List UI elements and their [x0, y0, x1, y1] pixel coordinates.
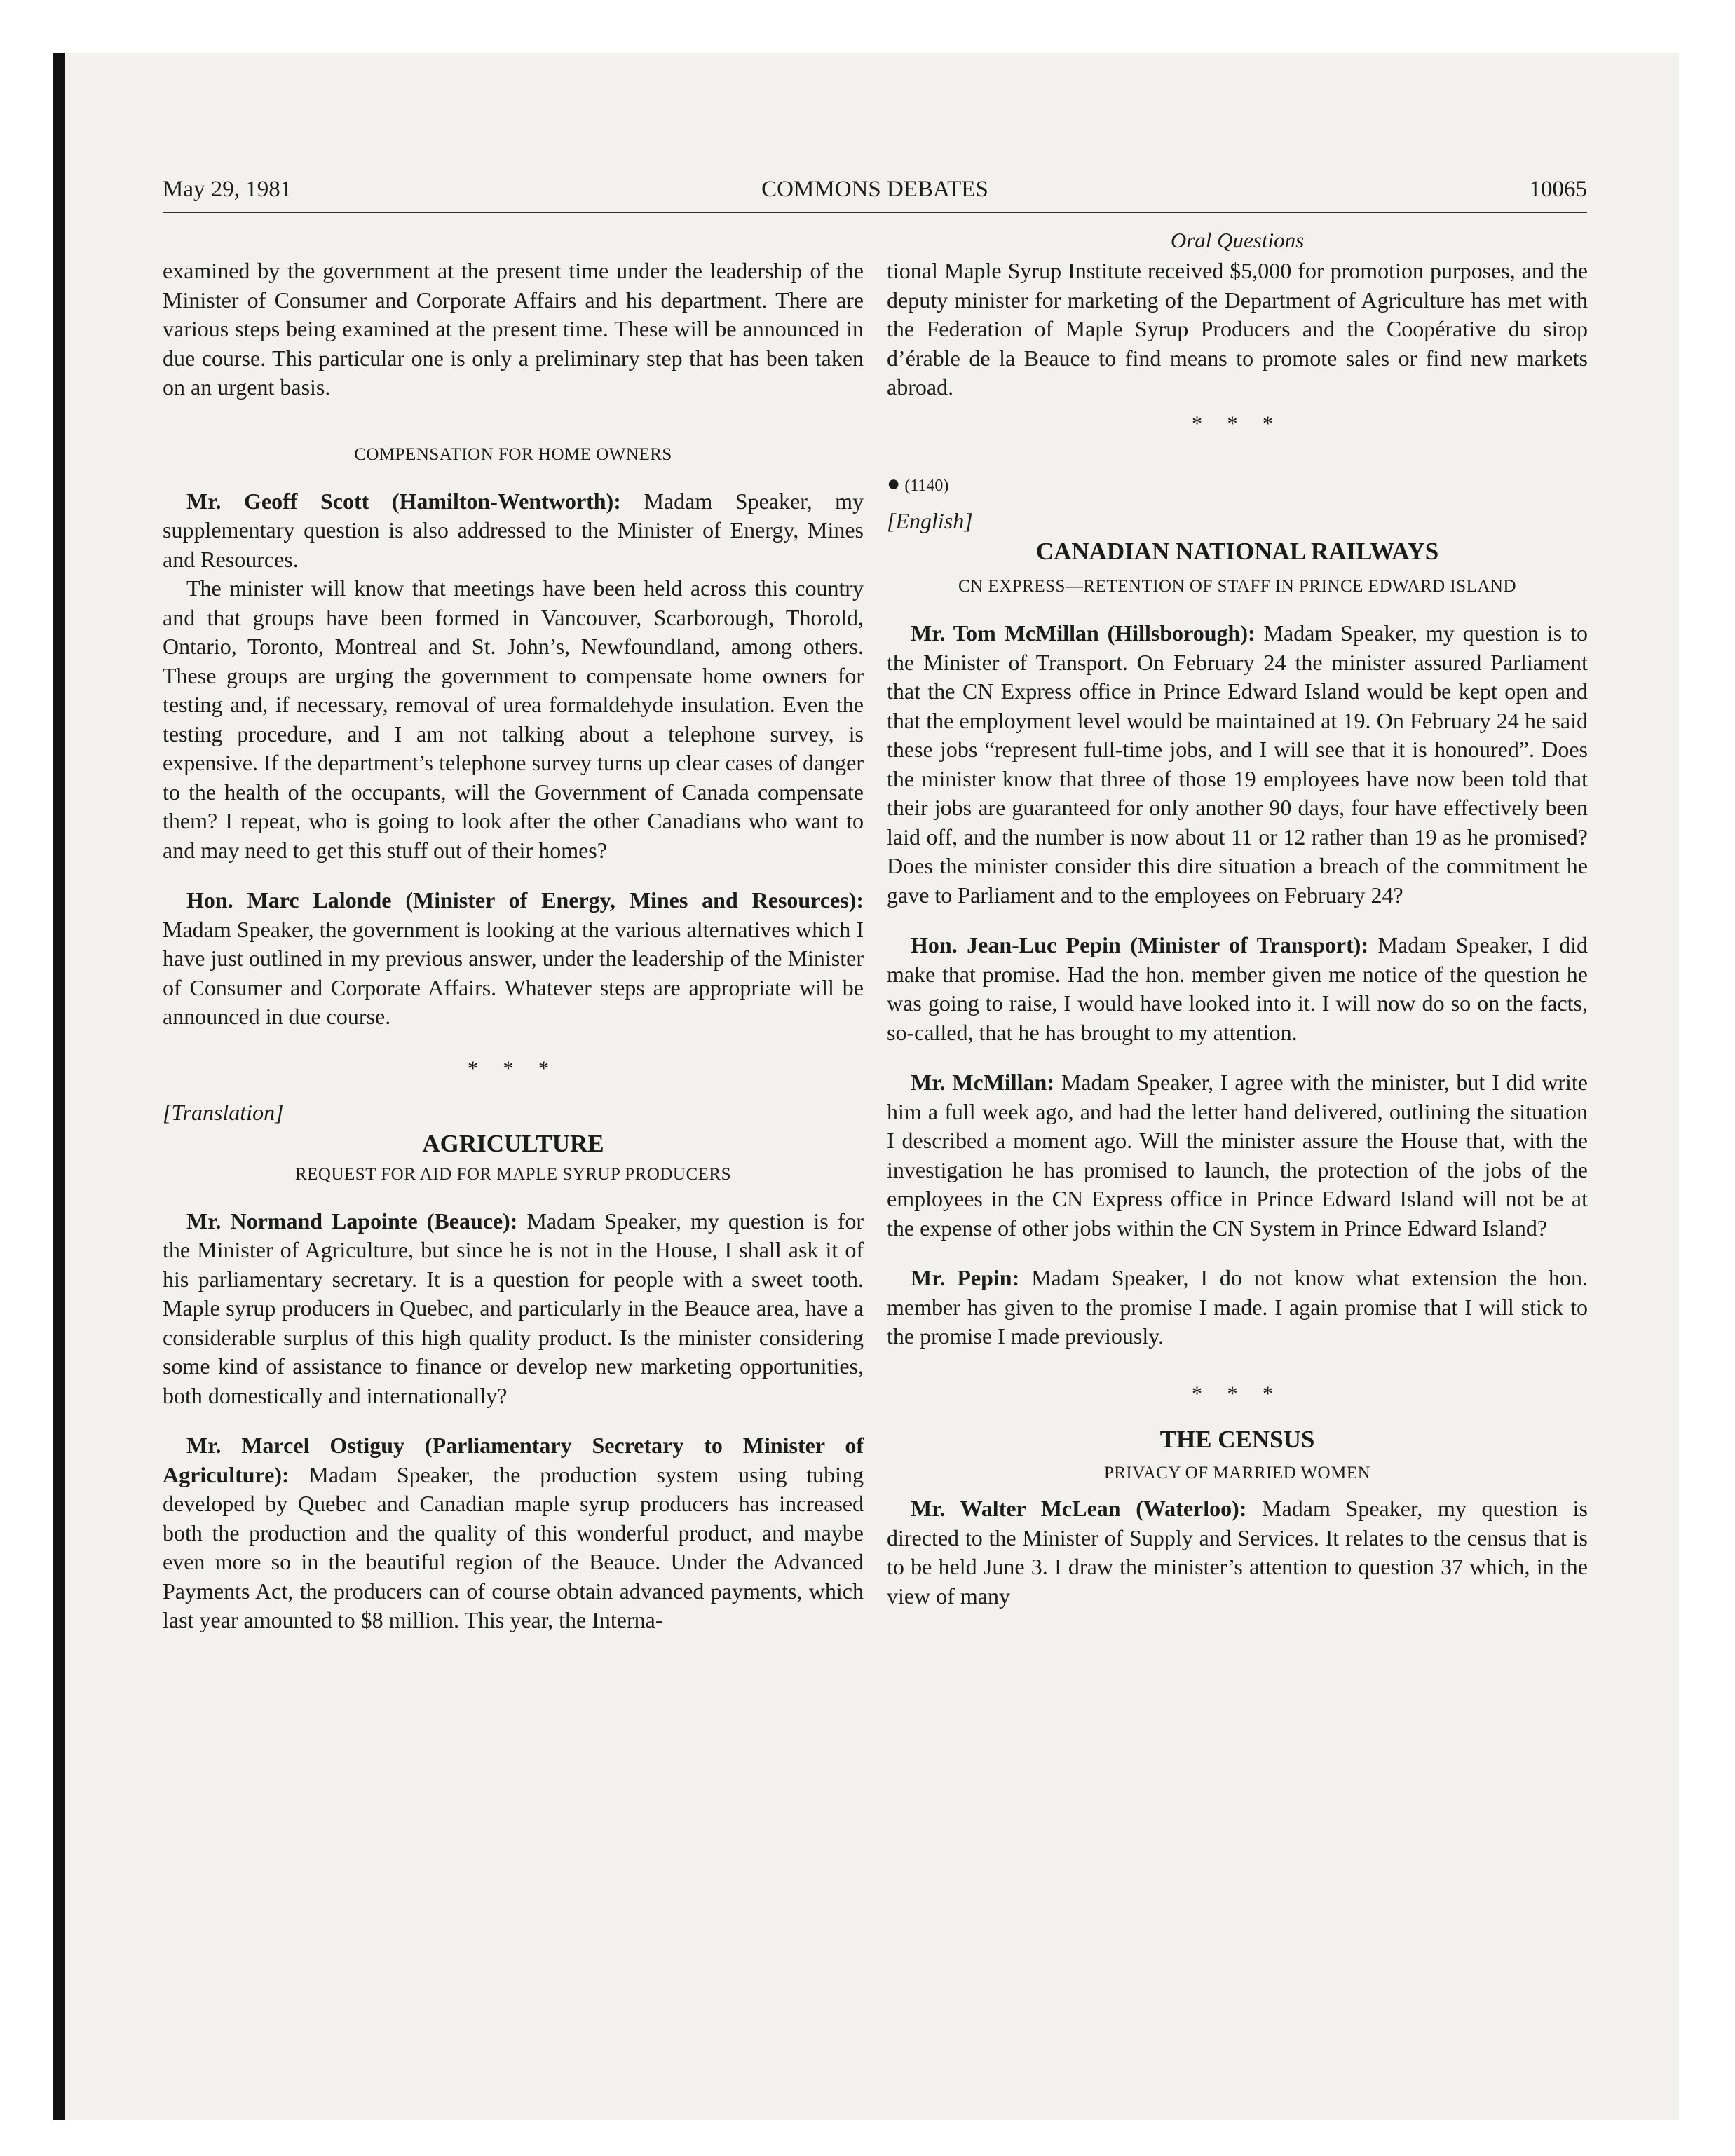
- scan-edge-shadow: [53, 53, 65, 2120]
- speech-mcmillan: Madam Speaker, my question is to the Minister of Transport. On February 24 the minister assured Parliament that the CN Express office in Prince Edward Island would be kept open and that the employment level would be maintained at 19. On February 24 he said these jobs “represent full-time jobs, and I will see that it is honoured”. Does the minister know that three of those 19 employees have now been told that their jobs are guaranteed for only another 90 days, four have effectively been laid off, and the number is now about 11 or 12 rather than 19 as he promised? Does the minister consider this dire situation a breach of the commitment he gave to Parliament and to the employees on February 24?: [887, 620, 1588, 908]
- right-column: [887, 226, 1588, 1611]
- speech-lapointe: Madam Speaker, my question is for the Minister of Agriculture, but since he is not in the House, I shall ask it of his parliamentary secretary. It is a question for people with a sweet tooth. Maple syrup producers in Quebec, and particularly in the Beauce area, have a considerable surplus of this high quality product. Is the minister considering some kind of assistance to finance or develop new marketing opportunities, both domestically and internationally?: [163, 1208, 864, 1408]
- section-separator: * * *: [1192, 411, 1283, 435]
- paragraph-scott: [163, 487, 864, 575]
- paragraph-mclean: [887, 1494, 1588, 1611]
- paragraph-lalonde: [163, 886, 864, 1032]
- subhead-maple-syrup: REQUEST FOR AID FOR MAPLE SYRUP PRODUCERS: [294, 1164, 732, 1184]
- language-label-english: [English]: [887, 507, 973, 533]
- heading-census: THE CENSUS: [1159, 1426, 1315, 1453]
- time-mark: [887, 469, 1588, 501]
- speech-mcmillan-2: Madam Speaker, I agree with the minister, but I did write him a full week ago, and had the letter hand delivered, outlining the situation I described a moment ago. Will the minister assure the House that, with the investigation he has promised to launch, the protection of the jobs of the employees in the CN Express office in Prince Edward Island will not be at the expense of other jobs within the CN System in Prince Edward Island?: [887, 1070, 1588, 1241]
- paragraph-continuation: examined by the government at the present time under the leadership of the Minister of Consumer and Corporate Affairs and his department. There are various steps being examined at the present time. These will be announced in due course. This particular one is only a preliminary step that has been taken on an urgent basis.: [163, 258, 864, 400]
- speech-scott: Madam Speaker, my supplementary question is also addressed to the Minister of Energy, Mines and Resources.: [163, 488, 864, 572]
- left-column-spacer: [163, 226, 864, 257]
- speaker-mcmillan: Mr. Tom McMillan (Hillsborough):: [911, 620, 1256, 646]
- speaker-scott: Mr. Geoff Scott (Hamilton-Wentworth):: [186, 488, 621, 514]
- paragraph-pepin-2: [887, 1264, 1588, 1351]
- paragraph-lapointe: [163, 1207, 864, 1411]
- left-column: [163, 226, 864, 1635]
- subhead-privacy: PRIVACY OF MARRIED WOMEN: [1103, 1464, 1371, 1482]
- speaker-lalonde: Hon. Marc Lalonde (Minister of Energy, Mines and Resources):: [186, 887, 864, 913]
- section-separator: * * *: [468, 1056, 559, 1080]
- language-label-translation: [Translation]: [163, 1100, 284, 1125]
- paragraph-pepin: [887, 931, 1588, 1047]
- paragraph-mcmillan: [887, 619, 1588, 910]
- speaker-mcmillan-2: Mr. McMillan:: [911, 1070, 1055, 1095]
- paragraph-ostiguy: [163, 1431, 864, 1635]
- header-date: May 29, 1981: [163, 177, 292, 202]
- paragraph-mcmillan-2: [887, 1068, 1588, 1243]
- time-mark-label: (1140): [904, 477, 949, 495]
- speech-pepin-2: Madam Speaker, I do not know what extension the hon. member has given to the promise I made. I again promise that I will stick to the promise I made previously.: [887, 1265, 1588, 1349]
- speech-mclean: Madam Speaker, my question is directed to the Minister of Supply and Services. It relates to the census that is to be held June 3. I draw the minister’s attention to question 37 which, in the view of many: [887, 1496, 1588, 1609]
- paragraph-continuation-maple: tional Maple Syrup Institute received $5,000 for promotion purposes, and the deputy minister for marketing of the Department of Agriculture has met with the Federation of Maple Syrup Producers and the Coopérative du sirop d’érable de la Beauce to find means to promote sales or find new markets abroad.: [887, 258, 1588, 400]
- speech-pepin: Madam Speaker, I did make that promise. Had the hon. member given me notice of the question he was going to raise, I would have looked into it. I will now do so on the facts, so-called, that he has brought to my attention.: [887, 932, 1588, 1045]
- bullet-icon: ●: [887, 470, 901, 496]
- subhead-cn-express: CN EXPRESS—RETENTION OF STAFF IN PRINCE EDWARD ISLAND: [958, 577, 1517, 596]
- header-page-number: 10065: [1529, 177, 1587, 202]
- header-title: COMMONS DEBATES: [761, 177, 988, 202]
- speaker-pepin: Hon. Jean-Luc Pepin (Minister of Transport):: [911, 932, 1369, 957]
- speaker-mclean: Mr. Walter McLean (Waterloo):: [911, 1496, 1247, 1521]
- section-separator: * * *: [1192, 1381, 1283, 1405]
- speaker-ostiguy: Mr. Marcel Ostiguy (Parliamentary Secretary to Minister of Agriculture):: [163, 1433, 864, 1487]
- speaker-lapointe: Mr. Normand Lapointe (Beauce):: [186, 1208, 518, 1234]
- heading-cn-railways: CANADIAN NATIONAL RAILWAYS: [1035, 538, 1439, 565]
- speech-ostiguy: Madam Speaker, the production system using tubing developed by Quebec and Canadian maple syrup producers has increased both the production and the quality of this wonderful product, and maybe even more so in the beautiful region of the Beauce. Under the Advanced Payments Act, the producers can of course obtain advanced payments, which last year amounted to $8 million. This year, the Interna-: [163, 1461, 864, 1632]
- page-header: [163, 177, 1587, 213]
- speech-lalonde: Madam Speaker, the government is looking at the various alternatives which I have just outlined in my previous answer, under the leadership of the Minister of Consumer and Corporate Affairs. Whatever steps are appropriate will be announced in due course.: [163, 916, 864, 1029]
- running-head: Oral Questions: [1170, 228, 1305, 252]
- paragraph-scott-continued: The minister will know that meetings have been held across this country and that groups have been formed in Vancouver, Scarborough, Thorold, Ontario, Toronto, Montreal and St. John’s, Newfoundland, among others. These groups are urging the government to compensate home owners for testing and, if necessary, removal of urea formaldehyde insulation. Even the testing procedure, and I am not talking about a telephone survey, is expensive. If the department’s telephone survey turns up clear cases of danger to the health of the occupants, will the Government of Canada compensate them? I repeat, who is going to look after the other Canadians who want to and may need to get this stuff out of their homes?: [163, 575, 864, 863]
- heading-agriculture: AGRICULTURE: [422, 1129, 604, 1157]
- speaker-pepin-2: Mr. Pepin:: [911, 1265, 1020, 1290]
- subhead-compensation: COMPENSATION FOR HOME OWNERS: [354, 444, 672, 464]
